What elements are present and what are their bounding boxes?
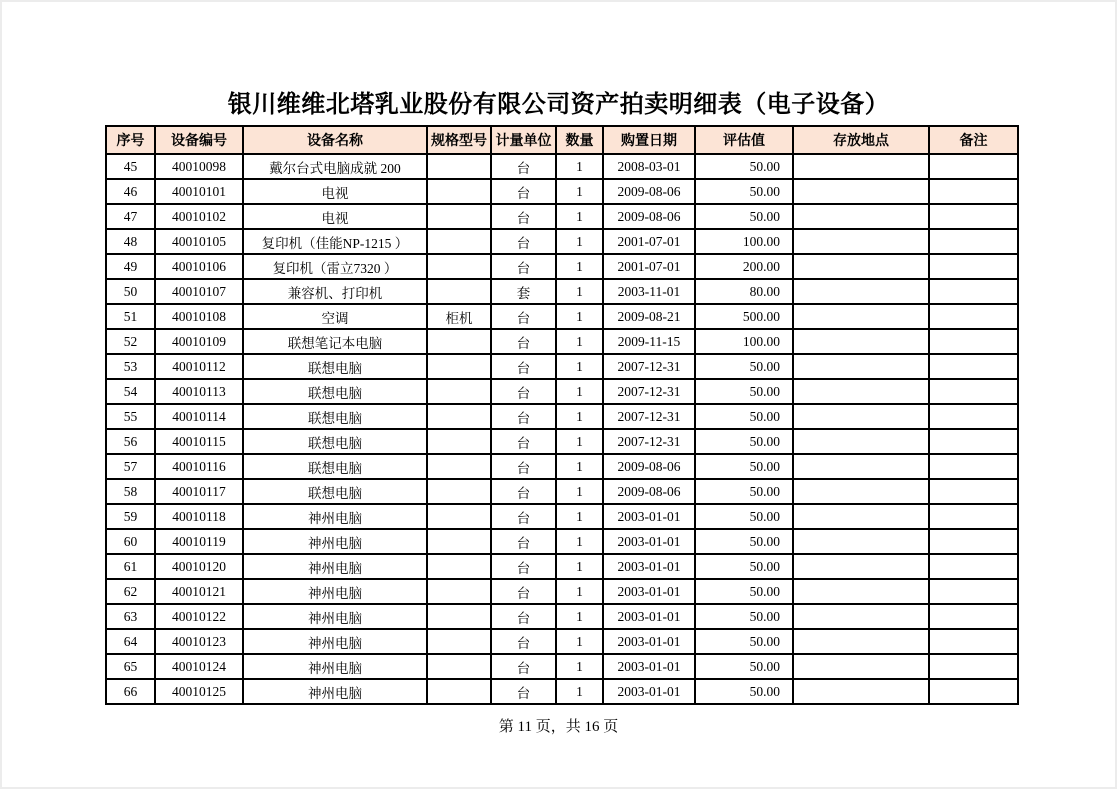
- table-row: [106, 404, 1018, 429]
- table-cell: [929, 604, 1018, 629]
- table-cell: 2003-01-01: [603, 679, 695, 704]
- table-row: [106, 604, 1018, 629]
- column-header: 评估值: [695, 126, 793, 154]
- table-cell: [793, 304, 929, 329]
- table-cell: 55: [106, 404, 155, 429]
- table-cell: 2003-01-01: [603, 654, 695, 679]
- table-cell: 台: [491, 554, 556, 579]
- table-cell: 2009-08-06: [603, 204, 695, 229]
- table-cell: 40010124: [155, 654, 243, 679]
- table-cell: [793, 429, 929, 454]
- table-cell: 2001-07-01: [603, 229, 695, 254]
- table-cell: [427, 204, 491, 229]
- table-cell: [929, 154, 1018, 179]
- table-cell: 2007-12-31: [603, 429, 695, 454]
- table-cell: 49: [106, 254, 155, 279]
- table-cell: 50.00: [695, 529, 793, 554]
- table-cell: [929, 679, 1018, 704]
- table-cell: 51: [106, 304, 155, 329]
- table-cell: 40010119: [155, 529, 243, 554]
- table-cell: 62: [106, 579, 155, 604]
- column-header: 计量单位: [491, 126, 556, 154]
- table-cell: [793, 354, 929, 379]
- table-cell: [929, 479, 1018, 504]
- table-cell: [793, 654, 929, 679]
- table-cell: 1: [556, 379, 603, 404]
- table-cell: 2007-12-31: [603, 404, 695, 429]
- table-cell: 台: [491, 154, 556, 179]
- table-cell: 61: [106, 554, 155, 579]
- column-header: 设备名称: [243, 126, 427, 154]
- table-cell: 2003-01-01: [603, 554, 695, 579]
- table-cell: 兼容机、打印机: [243, 279, 427, 304]
- table-cell: 台: [491, 529, 556, 554]
- table-cell: 40010106: [155, 254, 243, 279]
- table-cell: 1: [556, 329, 603, 354]
- table-cell: [929, 279, 1018, 304]
- table-cell: [929, 254, 1018, 279]
- table-cell: 2001-07-01: [603, 254, 695, 279]
- table-cell: 50.00: [695, 654, 793, 679]
- table-cell: [929, 429, 1018, 454]
- table-cell: 100.00: [695, 329, 793, 354]
- table-row: [106, 379, 1018, 404]
- table-row: [106, 154, 1018, 179]
- table-cell: 40010114: [155, 404, 243, 429]
- table-cell: 2003-01-01: [603, 604, 695, 629]
- column-header: 存放地点: [793, 126, 929, 154]
- table-cell: 40010123: [155, 629, 243, 654]
- table-cell: 台: [491, 229, 556, 254]
- table-row: [106, 529, 1018, 554]
- table-row: [106, 229, 1018, 254]
- table-cell: [427, 554, 491, 579]
- table-cell: [427, 229, 491, 254]
- table-cell: 1: [556, 204, 603, 229]
- table-cell: [793, 629, 929, 654]
- table-cell: 戴尔台式电脑成就 200: [243, 154, 427, 179]
- page-footer: 第 11 页，共 16 页: [498, 719, 619, 735]
- table-cell: 52: [106, 329, 155, 354]
- table-cell: 联想电脑: [243, 379, 427, 404]
- table-row: [106, 304, 1018, 329]
- table-cell: [929, 329, 1018, 354]
- table-cell: 1: [556, 429, 603, 454]
- table-cell: 40010113: [155, 379, 243, 404]
- table-cell: 50.00: [695, 579, 793, 604]
- table-cell: 2003-01-01: [603, 579, 695, 604]
- table-cell: 台: [491, 629, 556, 654]
- asset-table: [105, 125, 1019, 705]
- table-cell: 1: [556, 179, 603, 204]
- table-cell: 40010105: [155, 229, 243, 254]
- table-cell: 1: [556, 354, 603, 379]
- table-cell: [929, 454, 1018, 479]
- table-cell: 40010112: [155, 354, 243, 379]
- table-cell: [427, 379, 491, 404]
- table-cell: 联想电脑: [243, 429, 427, 454]
- table-cell: 2007-12-31: [603, 354, 695, 379]
- column-header: 备注: [929, 126, 1018, 154]
- table-cell: 40010098: [155, 154, 243, 179]
- table-cell: 神州电脑: [243, 504, 427, 529]
- table-cell: 56: [106, 429, 155, 454]
- table-cell: [929, 554, 1018, 579]
- table-row: [106, 204, 1018, 229]
- table-cell: 40010108: [155, 304, 243, 329]
- table-cell: 神州电脑: [243, 554, 427, 579]
- table-cell: 台: [491, 204, 556, 229]
- table-cell: [427, 529, 491, 554]
- table-row: [106, 479, 1018, 504]
- table-row: [106, 279, 1018, 304]
- table-cell: [427, 279, 491, 304]
- table-cell: [929, 629, 1018, 654]
- table-cell: 50.00: [695, 154, 793, 179]
- table-cell: 1: [556, 229, 603, 254]
- table-cell: 台: [491, 504, 556, 529]
- table-cell: 50.00: [695, 554, 793, 579]
- table-cell: [793, 604, 929, 629]
- table-cell: 联想电脑: [243, 454, 427, 479]
- table-cell: 50.00: [695, 379, 793, 404]
- table-cell: 65: [106, 654, 155, 679]
- table-row: [106, 454, 1018, 479]
- table-cell: [929, 404, 1018, 429]
- table-cell: 500.00: [695, 304, 793, 329]
- table-cell: [793, 179, 929, 204]
- table-cell: [427, 654, 491, 679]
- table-cell: 50.00: [695, 204, 793, 229]
- table-row: [106, 679, 1018, 704]
- table-cell: 40010115: [155, 429, 243, 454]
- table-cell: [427, 354, 491, 379]
- table-cell: [793, 379, 929, 404]
- table-row: [106, 354, 1018, 379]
- table-cell: 2009-08-21: [603, 304, 695, 329]
- table-cell: 66: [106, 679, 155, 704]
- table-cell: 2003-01-01: [603, 629, 695, 654]
- table-cell: 台: [491, 479, 556, 504]
- table-cell: 50.00: [695, 679, 793, 704]
- table-cell: [427, 504, 491, 529]
- table-cell: 50.00: [695, 429, 793, 454]
- table-cell: 神州电脑: [243, 654, 427, 679]
- table-cell: 电视: [243, 179, 427, 204]
- table-cell: [427, 404, 491, 429]
- table-cell: 1: [556, 504, 603, 529]
- table-cell: 50.00: [695, 404, 793, 429]
- table-cell: 40010102: [155, 204, 243, 229]
- table-cell: 神州电脑: [243, 679, 427, 704]
- table-cell: [427, 679, 491, 704]
- table-cell: [929, 204, 1018, 229]
- column-header: 设备编号: [155, 126, 243, 154]
- table-cell: 2009-11-15: [603, 329, 695, 354]
- column-header: 购置日期: [603, 126, 695, 154]
- table-cell: [793, 504, 929, 529]
- table-cell: 50.00: [695, 179, 793, 204]
- table-cell: 台: [491, 254, 556, 279]
- column-header: 数量: [556, 126, 603, 154]
- table-cell: 60: [106, 529, 155, 554]
- table-cell: 1: [556, 629, 603, 654]
- table-cell: 神州电脑: [243, 629, 427, 654]
- table-cell: 台: [491, 454, 556, 479]
- table-cell: [793, 679, 929, 704]
- table-cell: [427, 429, 491, 454]
- table-cell: 复印机（雷立7320 ）: [243, 254, 427, 279]
- page-title: 银川维维北塔乳业股份有限公司资产拍卖明细表（电子设备）: [227, 91, 890, 118]
- table-cell: 神州电脑: [243, 579, 427, 604]
- table-cell: [793, 454, 929, 479]
- table-row: [106, 179, 1018, 204]
- table-cell: [929, 579, 1018, 604]
- table-cell: 2009-08-06: [603, 454, 695, 479]
- table-cell: [793, 404, 929, 429]
- table-row: [106, 329, 1018, 354]
- table-cell: [427, 329, 491, 354]
- table-cell: 40010121: [155, 579, 243, 604]
- table-row: [106, 254, 1018, 279]
- table-cell: 50: [106, 279, 155, 304]
- table-cell: [427, 454, 491, 479]
- table-cell: 40010101: [155, 179, 243, 204]
- table-cell: [929, 379, 1018, 404]
- table-cell: [427, 629, 491, 654]
- table-cell: 1: [556, 304, 603, 329]
- table-cell: [793, 329, 929, 354]
- table-cell: 1: [556, 454, 603, 479]
- table-cell: 1: [556, 254, 603, 279]
- table-cell: [793, 229, 929, 254]
- table-cell: 台: [491, 179, 556, 204]
- table-cell: 2009-08-06: [603, 179, 695, 204]
- table-cell: 63: [106, 604, 155, 629]
- table-cell: 台: [491, 329, 556, 354]
- header-row: [106, 126, 1018, 154]
- table-cell: [427, 479, 491, 504]
- column-header: 序号: [106, 126, 155, 154]
- table-cell: 1: [556, 279, 603, 304]
- table-cell: [929, 529, 1018, 554]
- table-cell: [793, 204, 929, 229]
- table-cell: 54: [106, 379, 155, 404]
- table-cell: [929, 504, 1018, 529]
- table-cell: 40010117: [155, 479, 243, 504]
- table-cell: [929, 179, 1018, 204]
- table-cell: [793, 279, 929, 304]
- table-cell: [793, 554, 929, 579]
- table-cell: [793, 529, 929, 554]
- table-cell: 53: [106, 354, 155, 379]
- table-cell: 40010120: [155, 554, 243, 579]
- table-row: [106, 654, 1018, 679]
- table-cell: 50.00: [695, 629, 793, 654]
- table-cell: 1: [556, 654, 603, 679]
- table-cell: 50.00: [695, 454, 793, 479]
- table-cell: 48: [106, 229, 155, 254]
- table-row: [106, 579, 1018, 604]
- column-header: 规格型号: [427, 126, 491, 154]
- table-cell: [793, 479, 929, 504]
- table-cell: 2007-12-31: [603, 379, 695, 404]
- table-cell: 柜机: [427, 304, 491, 329]
- asset-table-container: [105, 125, 1019, 705]
- table-cell: 台: [491, 429, 556, 454]
- table-cell: 59: [106, 504, 155, 529]
- table-cell: 2003-11-01: [603, 279, 695, 304]
- table-row: [106, 629, 1018, 654]
- table-cell: [427, 579, 491, 604]
- table-cell: 神州电脑: [243, 604, 427, 629]
- table-cell: [793, 579, 929, 604]
- table-cell: 80.00: [695, 279, 793, 304]
- table-cell: 45: [106, 154, 155, 179]
- table-cell: 100.00: [695, 229, 793, 254]
- table-cell: 台: [491, 579, 556, 604]
- table-cell: 联想笔记本电脑: [243, 329, 427, 354]
- table-cell: 台: [491, 679, 556, 704]
- table-cell: 台: [491, 379, 556, 404]
- table-cell: 64: [106, 629, 155, 654]
- table-cell: [929, 354, 1018, 379]
- table-cell: 2008-03-01: [603, 154, 695, 179]
- table-cell: [929, 654, 1018, 679]
- table-cell: [427, 254, 491, 279]
- table-cell: 40010116: [155, 454, 243, 479]
- table-cell: 47: [106, 204, 155, 229]
- table-cell: [427, 154, 491, 179]
- table-cell: [929, 229, 1018, 254]
- table-cell: 58: [106, 479, 155, 504]
- table-body: [106, 154, 1018, 704]
- table-cell: 40010125: [155, 679, 243, 704]
- table-cell: 1: [556, 679, 603, 704]
- table-cell: 1: [556, 154, 603, 179]
- table-cell: 50.00: [695, 479, 793, 504]
- table-cell: 台: [491, 354, 556, 379]
- table-cell: 200.00: [695, 254, 793, 279]
- table-cell: 台: [491, 304, 556, 329]
- table-header-row: [106, 126, 1018, 154]
- table-cell: 50.00: [695, 604, 793, 629]
- table-row: [106, 504, 1018, 529]
- table-cell: 台: [491, 604, 556, 629]
- table-cell: 40010107: [155, 279, 243, 304]
- table-cell: 1: [556, 529, 603, 554]
- table-cell: 联想电脑: [243, 354, 427, 379]
- table-cell: 2003-01-01: [603, 529, 695, 554]
- table-cell: 40010109: [155, 329, 243, 354]
- table-cell: 46: [106, 179, 155, 204]
- table-cell: 1: [556, 604, 603, 629]
- table-cell: 1: [556, 404, 603, 429]
- table-row: [106, 554, 1018, 579]
- table-cell: 40010122: [155, 604, 243, 629]
- table-row: [106, 429, 1018, 454]
- table-cell: 40010118: [155, 504, 243, 529]
- table-cell: 台: [491, 404, 556, 429]
- table-cell: 2003-01-01: [603, 504, 695, 529]
- table-cell: 复印机（佳能NP-1215 ）: [243, 229, 427, 254]
- table-cell: 台: [491, 654, 556, 679]
- table-cell: 50.00: [695, 354, 793, 379]
- table-cell: 2009-08-06: [603, 479, 695, 504]
- table-cell: [793, 154, 929, 179]
- table-cell: 空调: [243, 304, 427, 329]
- table-cell: 1: [556, 479, 603, 504]
- table-cell: 联想电脑: [243, 479, 427, 504]
- table-cell: [929, 304, 1018, 329]
- table-cell: [427, 604, 491, 629]
- table-cell: 套: [491, 279, 556, 304]
- table-cell: 电视: [243, 204, 427, 229]
- table-cell: 57: [106, 454, 155, 479]
- table-cell: [427, 179, 491, 204]
- table-cell: 联想电脑: [243, 404, 427, 429]
- table-cell: 神州电脑: [243, 529, 427, 554]
- table-cell: 50.00: [695, 504, 793, 529]
- table-cell: 1: [556, 579, 603, 604]
- table-cell: [793, 254, 929, 279]
- table-cell: 1: [556, 554, 603, 579]
